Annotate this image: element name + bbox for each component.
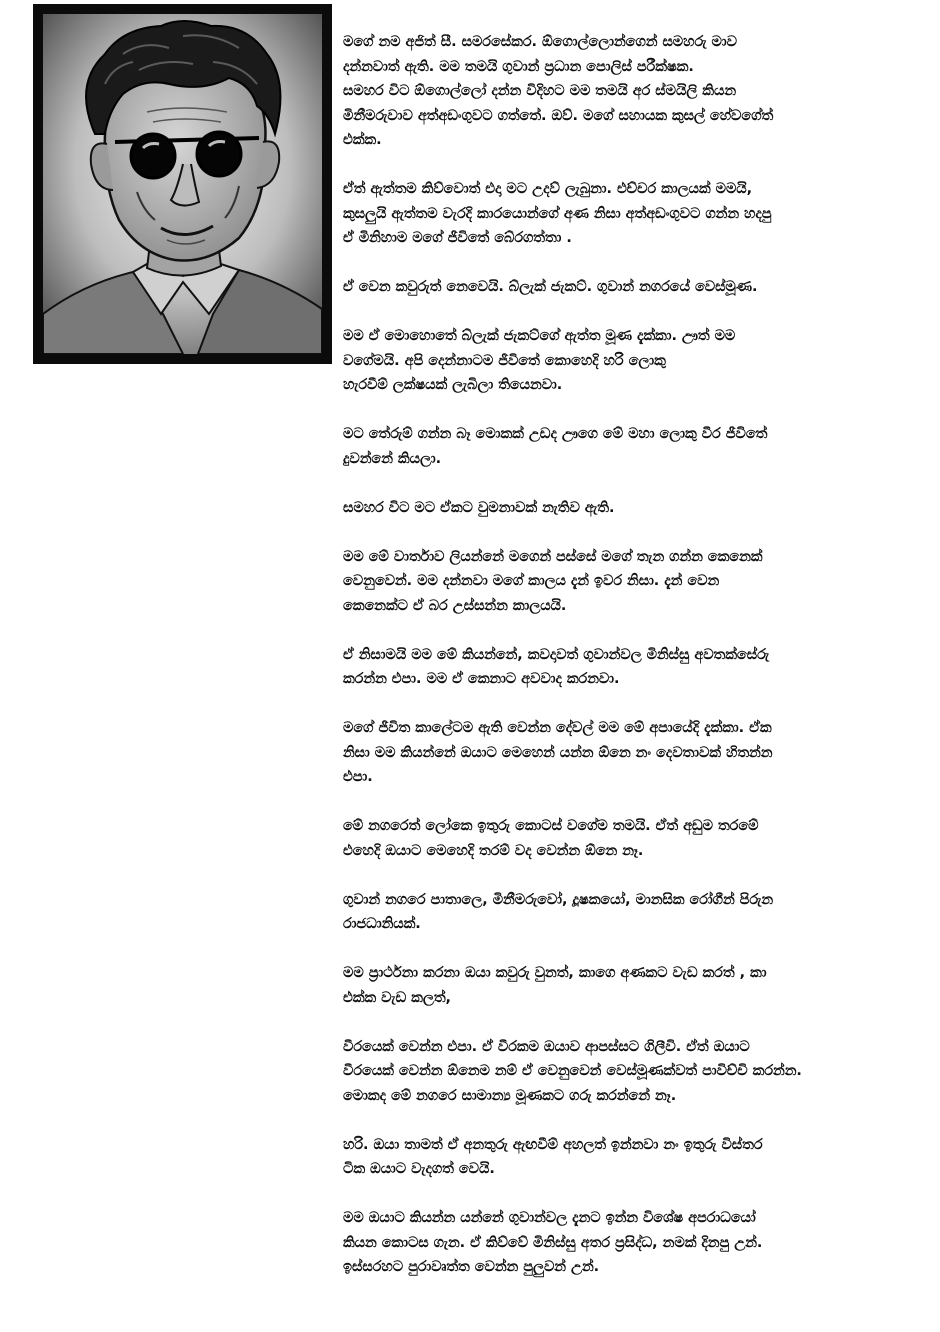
- report-text: [343, 30, 913, 1304]
- paragraph-prayer: මම ප්‍රාර්ථනා කරනා ඔයා කවුරු වුනත්, කාගෙ අණකට වැඩ කරත් , කා එක්ක වැඩ කලත්,: [343, 965, 767, 1006]
- paragraph-black-jacket: ඒ වෙන කවුරුත් නෙවෙයි. බ්ලැක් ජැකට්. ගුවාන් නගරයේ වෙස්මූණ.: [343, 279, 758, 295]
- paragraph-hell: මගේ ජීවිත කාලේටම ඇති වෙන්න දේවල් මම මේ අපායේදි දැක්කා. ඒක නිසා මම කියන්නේ ඔයාට මෙහෙන් යන්න ඕනෙ නං දෙවතාවක් හිතන්න එපා.: [343, 720, 773, 785]
- paragraph-hero: වීරයෙක් වෙන්න එපා. ඒ වීරකම ඔයාව ආපස්සට ගිලීවි. ඒත් ඔයාට වීරයෙක් වෙන්න ඕනෙම නම් ඒ වෙනුවෙන් වෙස්මූණක්වත් පාවිච්චි කරන්න. මොකද මේ නගරෙ සාමාන්‍ය මූණකට ගරු කරන්නේ නෑ.: [343, 1038, 802, 1104]
- paragraph-intro: මගේ නම අජිත් සී. සමරසේකර. ඕගොල්ලොන්ගෙන් සමහරු මාව දන්නවාත් ඇති. මම තමයි ගුවාන් ප්‍රධාන පොලිස් පරීක්ෂක. සමහර විට ඕගොල්ලෝ දන්න විදිහට මම තමයි අර ස්මයිලි කියන මිනීමරුවාව අත්අඩංගුවට ගත්තේ. ඔව්. මගේ සහායක කුසල් හේවගේත් එක්ක.: [343, 34, 774, 148]
- paragraph-successor: මම මේ වාර්තාව ලියන්නේ මගෙන් පස්සේ මගේ තැන ගන්න කෙනෙක් වෙනුවෙන්. මම දන්නවා මගේ කාලය දැන් ඉවර නිසා. දැන් වෙන කෙනෙක්ට ඒ බර උස්සන්න කාලයයි.: [343, 548, 763, 614]
- paragraph-warning: ඒ නිසාමයි මම මේ කියන්නේ, කවදාවත් ගුවාන්වල මිනිස්සු අවතක්සේරු කරන්න එපා. මම ඒ කෙනාට අවවාද කරනවා.: [343, 646, 770, 687]
- man-with-sunglasses-portrait-icon: [43, 14, 322, 354]
- paragraph-city: මේ නගරෙත් ලෝකෙ ඉතුරු කොටස් වගේම තමයි. ඒත් අඩුම තරමේ එහෙදි ඔයාට මෙහෙදි තරම් වද වෙන්න ඕනෙ නෑ.: [343, 818, 759, 859]
- paragraph-details: හරි. ඔයා තාමත් ඒ අනතුරු ඇඟවීම් අහලත් ඉන්නවා නං ඉතුරු විස්තර ටික ඔයාට වැදගත් වෙයි.: [343, 1136, 763, 1177]
- paragraph-criminals: මම ඔයාට කියන්න යන්නේ ගුවාන්වල දැනට ඉන්න විශේෂ අපරාධයෝ කියන කොටස ගැන. ඒ කිව්වේ මිනිස්සු අතර ප්‍රසිද්ධ, නමක් දිනපු උන්. ඉස්සරහට පුරාවෘත්ත වෙන්න පුලුවන් උන්.: [343, 1210, 763, 1275]
- paragraph-underworld: ගුවාන් නගරෙ පාතාලෙ, මිනීමරුවෝ, දූෂකයෝ, මානසික රෝගීන් පිරුන රාජධානියක්.: [343, 891, 774, 932]
- paragraph-rescue: ඒත් ඇත්තම කිව්වොත් එදා මට උදව් ලැබුනා. එච්චර කාලයක් මමයි, කුසලුයි ඇත්තම වැරදි කාරයොන්ගේ අණ නිසා අත්අඩංගුවට ගන්න හදපු ඒ මිනිහාම මගේ ජීවිතේ බේරගත්තා .: [343, 181, 772, 246]
- paragraph-maybe: සමහර විට මට ඒකට වුමනාවක් නැතිව ඇති.: [343, 499, 615, 516]
- portrait-frame: [33, 4, 332, 364]
- paragraph-understand: මට තේරුම් ගන්න බෑ මොකක් උඩද ඌගෙ මේ මහා ලොකු වීර ජීවිතේ දුවන්නේ කියලා.: [343, 426, 768, 467]
- paragraph-true-face: මම ඒ මොහොතේ බ්ලැක් ජැකට්ගේ ඇත්ත මූණ දැක්කා. ඌත් මම වගේමයි. අපි දෙන්නාටම ජීවිතේ කොහෙදි හරි ලොකු හැරවීම් ලක්ෂයක් ලැබිලා තියෙනවා.: [343, 328, 736, 393]
